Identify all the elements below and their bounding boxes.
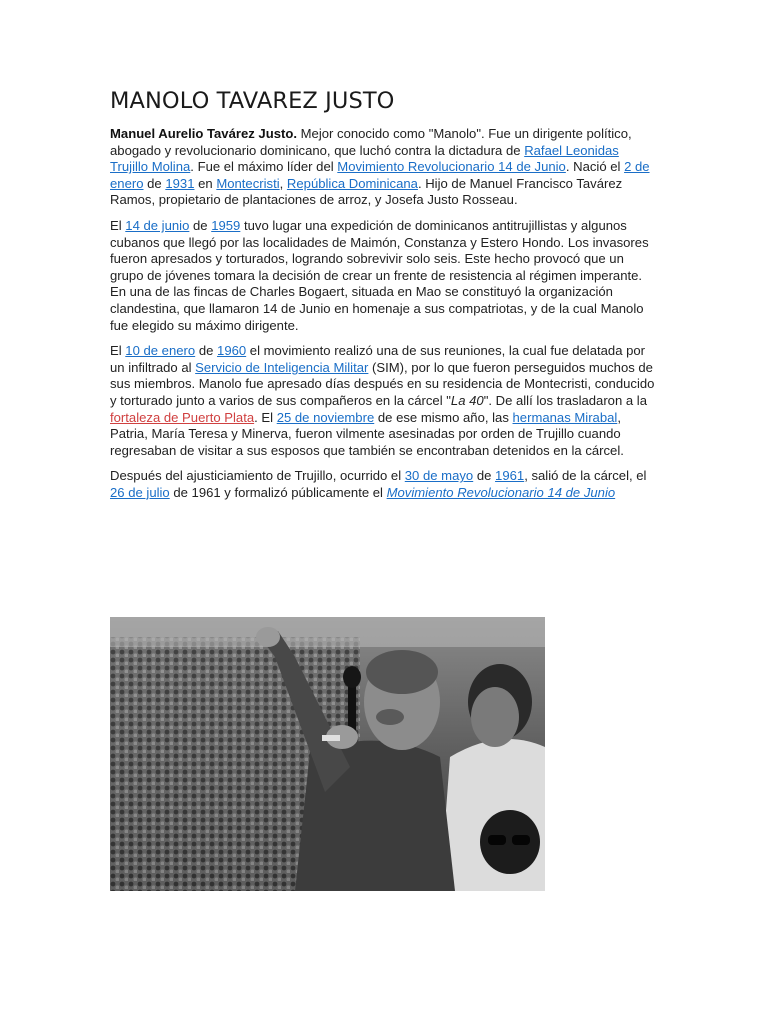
link-1931[interactable]: 1931 [165,175,195,191]
link-14-de-junio[interactable]: 14 de junio [125,217,190,233]
text-run: de [143,175,166,191]
text-run: en [194,175,217,191]
text-run: el movimiento realizó una de sus reuniones, la cual fue delatada por un infiltrado al [110,343,646,375]
subject-name: Manuel Aurelio Tavárez Justo. [110,126,297,141]
text-run: Después del ajusticiamiento de Trujillo, ocurrido el [110,468,405,484]
paragraph-expedition [110,218,658,334]
text-run: , [279,175,287,191]
page-title: MANOLO TAVAREZ JUSTO [110,88,395,114]
text-run: , salió de la cárcel, el [524,468,647,484]
paragraph-intro [110,126,658,209]
prison-name: La 40 [450,392,484,408]
text-run: tuvo lugar una expedición de dominicanos antitrujillistas y algunos cubanos que llegó por las localidades de Maimón, Constanza y Estero Hondo. Los invasores fueron apresados y torturados, logrando sobrevivir solo seis. Este hecho provocó que un grupo de jóvenes tomara la decisión de crear un frente de resistencia al régimen imperante. En una de las fincas de Charles Bogaert, situada en Mao se constituyó la organización clandestina, que llamaron 14 de Junio en homenaje a sus compatriotas, y de la cual Manolo fue elegido su máximo dirigente. [110,217,649,333]
text-run: de [195,343,218,359]
link-10-de-enero[interactable]: 10 de enero [125,343,196,359]
text-run: (SIM), por lo que fueron perseguidos muchos de sus miembros. Manolo fue apresado días después en su residencia de Montecristi, conducido y torturado junto a varios de sus compañeros en la cárcel " [110,359,655,408]
text-run: de 1961 y formalizó públicamente el [169,484,387,500]
text-run: de [189,217,212,233]
document-page [110,88,658,510]
link-30-de-mayo[interactable]: 30 de mayo [404,468,474,484]
text-run: El [110,343,126,359]
paragraph-arrest [110,343,658,459]
link-movimiento-14-junio-italic[interactable]: Movimiento Revolucionario 14 de Junio [386,484,616,500]
text-run: . Fue el máximo líder del [190,159,338,175]
photo-illustration [110,617,545,891]
link-26-de-julio[interactable]: 26 de julio [110,484,170,500]
photo-manolo-speech [110,617,545,891]
text-run: . El [254,409,277,425]
link-fortaleza-puerto-plata[interactable]: fortaleza de Puerto Plata [110,409,255,425]
link-1959[interactable]: 1959 [211,217,241,233]
link-2-de-enero[interactable]: 2 de enero [110,159,650,191]
paragraph-release [110,468,658,501]
link-movimiento-14-junio[interactable]: Movimiento Revolucionario 14 de Junio [337,159,566,175]
link-1960[interactable]: 1960 [217,343,247,359]
text-run: Mejor conocido como "Manolo". Fue un dirigente político, abogado y revolucionario dominicano, que luchó contra la dictadura de [110,126,632,158]
link-sim[interactable]: Servicio de Inteligencia Militar [195,359,369,375]
text-run: de ese mismo año, las [374,409,513,425]
link-1961[interactable]: 1961 [495,468,525,484]
link-rafael-trujillo[interactable]: Rafael Leonidas Trujillo Molina [110,142,619,175]
text-run: , Patria, María Teresa y Minerva, fueron vilmente asesinadas por orden de Trujillo cuando regresaban de visitar a sus esposos que también se encontraban detenidos en la cárcel. [110,409,624,458]
link-hermanas-mirabal[interactable]: hermanas Mirabal [512,409,618,425]
text-run: . Nació el [565,159,625,175]
link-25-de-noviembre[interactable]: 25 de noviembre [276,409,375,425]
text-run: de [473,468,496,484]
link-republica-dominicana[interactable]: República Dominicana [286,175,418,191]
text-run: . Hijo de Manuel Francisco Tavárez Ramos, propietario de plantaciones de arroz, y Josefa Justo Rosseau. [110,175,623,208]
text-run: El [110,217,126,233]
link-montecristi[interactable]: Montecristi [216,175,280,191]
text-run: ". De allí los trasladaron a la [483,392,647,408]
